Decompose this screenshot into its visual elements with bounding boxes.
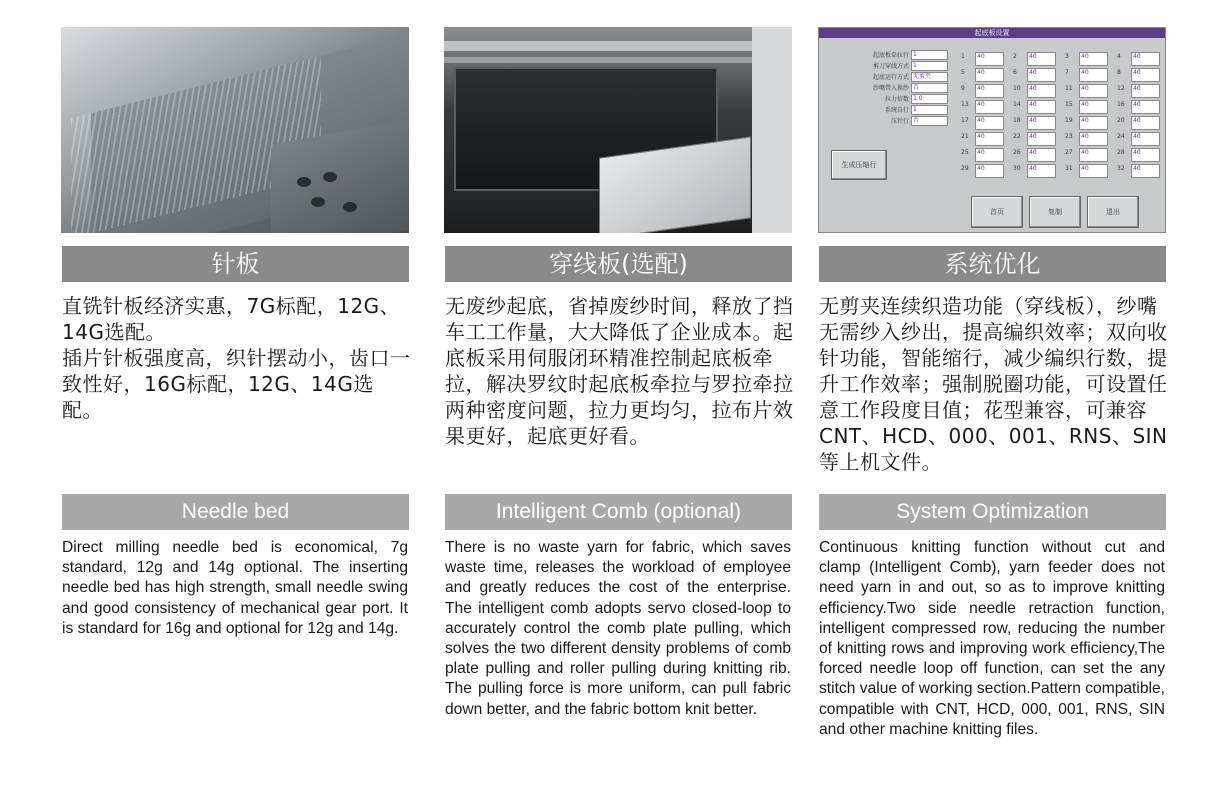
screen-grid-number: 9 xyxy=(961,85,965,92)
screen-field-value: 1 xyxy=(911,50,948,60)
screen-grid-number: 28 xyxy=(1117,149,1125,156)
screen-grid-value: 40 xyxy=(1027,68,1056,82)
en-description: There is no waste yarn for fabric, which saves waste time, releases the workload of employee and greatly reduces the cost of the enterprise. The intelligent comb adopts servo closed-loop to accurately control the comb plate pulling, which solves the two different density problems of comb plate pulling and roller pulling during knitting rib. The pulling force is more uniform, can pull fabric down better, and the fabric bottom knit better. xyxy=(445,539,791,718)
screen-grid-number: 31 xyxy=(1065,165,1073,172)
screen-grid-value: 40 xyxy=(1027,84,1056,98)
screen-grid-number: 1 xyxy=(961,53,965,60)
generate-compress-button: 生成压缩行 xyxy=(831,150,887,180)
screen-grid-value: 40 xyxy=(1131,148,1160,162)
screen-grid-value: 40 xyxy=(1131,84,1160,98)
screen-grid-value: 40 xyxy=(1131,68,1160,82)
screen-field-label: 纱嘴带入换纱 xyxy=(872,85,909,92)
screen-grid-value: 40 xyxy=(975,164,1004,178)
screen-grid-number: 30 xyxy=(1013,165,1021,172)
screen-copy-button: 复制 xyxy=(1029,196,1081,228)
screen-grid-value: 40 xyxy=(1131,100,1160,114)
en-section-title: System Optimization xyxy=(819,494,1166,530)
en-description: Continuous knitting function without cut and clamp (Intelligent Comb), yarn feeder does not need yarn in and out, so as to improve knitting efficiency.Two side needle retraction function, intelligent compressed row, reducing the number of knitting rows and improving work efficiency,The forced needle loop off function, can set the any stitch value of working section.Pattern compatible, compatible with CNT, HCD, 000, 001, RNS, SIN and other machine knitting files. xyxy=(819,539,1165,738)
screen-grid-number: 23 xyxy=(1065,133,1073,140)
intelligent-comb-photo xyxy=(444,27,792,233)
screen-grid-number: 3 xyxy=(1065,53,1069,60)
cn-description: 无废纱起底，省掉废纱时间，释放了挡车工工作量，大大降低了企业成本。起底板采用伺服闭环精准控制起底板牵拉，解决罗纹时起底板牵拉与罗拉牵拉两种密度问题，拉力更均匀，拉布片效果更好，起底更好看。 xyxy=(445,294,794,448)
screen-grid-value: 40 xyxy=(1079,52,1108,66)
cn-description: 无剪夹连续织造功能（穿线板），纱嘴无需纱入纱出，提高编织效率；双向收针功能，智能缩行，减少编织行数，提升工作效率；强制脱圈功能，可设置任意工作段度目值；花型兼容，可兼容CNT、HCD、000、001、RNS、SIN等上机文件。 xyxy=(819,294,1168,474)
screen-grid-number: 7 xyxy=(1065,69,1069,76)
screen-field-label: 压针行 xyxy=(890,118,909,125)
screen-grid-number: 10 xyxy=(1013,85,1021,92)
screen-grid-number: 13 xyxy=(961,101,969,108)
screen-grid-number: 20 xyxy=(1117,117,1125,124)
screen-field-label: 拉力倍数 xyxy=(884,96,909,103)
screen-grid-number: 6 xyxy=(1013,69,1017,76)
screen-grid-number: 27 xyxy=(1065,149,1073,156)
screen-grid-value: 40 xyxy=(1131,116,1160,130)
screen-home-button: 首页 xyxy=(971,196,1023,228)
en-section-title: Needle bed xyxy=(62,494,409,530)
screen-grid-number: 5 xyxy=(961,69,965,76)
screen-grid-number: 12 xyxy=(1117,85,1125,92)
cn-description: 直铣针板经济实惠，7G标配，12G、14G选配。 插片针板强度高，织针摆动小，齿口一致性好，16G标配，12G、14G选配。 xyxy=(62,294,411,422)
screen-grid-value: 40 xyxy=(1027,100,1056,114)
screen-grid-value: 40 xyxy=(1027,164,1056,178)
screen-grid-number: 4 xyxy=(1117,53,1121,60)
en-description: Direct milling needle bed is economical, 7g standard, 12g and 14g optional. The inserting needle bed has high strength, small needle swing and good consistency of mechanical gear port. It is standard for 16g and optional for 12g and 14g. xyxy=(62,539,408,637)
screen-title: 起底板设置 xyxy=(819,28,1165,38)
screen-grid-value: 40 xyxy=(1131,52,1160,66)
screen-grid-value: 40 xyxy=(1079,148,1108,162)
cn-section-title: 针板 xyxy=(62,246,409,282)
screen-grid-number: 26 xyxy=(1013,149,1021,156)
needle-bed-photo xyxy=(61,27,409,233)
screen-grid-value: 40 xyxy=(1027,148,1056,162)
screen-field-label: 系统自行 xyxy=(884,107,909,114)
screen-grid-number: 8 xyxy=(1117,69,1121,76)
screen-field-value: 1.0 xyxy=(911,94,948,104)
screen-grid-number: 16 xyxy=(1117,101,1125,108)
screen-field-value: 1 xyxy=(911,105,948,115)
en-section-title: Intelligent Comb (optional) xyxy=(445,494,792,530)
screen-grid-value: 40 xyxy=(975,68,1004,82)
control-screen-photo xyxy=(818,27,1166,233)
screen-grid-number: 21 xyxy=(961,133,969,140)
screen-grid-value: 40 xyxy=(975,132,1004,146)
screen-grid-value: 40 xyxy=(975,84,1004,98)
cn-section-title: 系统优化 xyxy=(819,246,1166,282)
screen-grid-value: 40 xyxy=(1027,52,1056,66)
screen-grid-value: 40 xyxy=(1079,84,1108,98)
screen-grid-number: 15 xyxy=(1065,101,1073,108)
screen-field-label: 起底板牵拉行 xyxy=(872,52,909,59)
screen-grid-value: 40 xyxy=(975,52,1004,66)
screen-grid-number: 14 xyxy=(1013,101,1021,108)
screen-grid-value: 40 xyxy=(1079,68,1108,82)
screen-exit-button: 退出 xyxy=(1087,196,1139,228)
screen-grid-number: 11 xyxy=(1065,85,1073,92)
screen-field-label: 剪刀穿线方式 xyxy=(872,63,909,70)
screen-field-value: 否 xyxy=(911,116,948,126)
screen-grid-number: 17 xyxy=(961,117,969,124)
screen-field-value: 无剪夹 xyxy=(911,72,948,82)
screen-grid-number: 22 xyxy=(1013,133,1021,140)
screen-field-label: 起底运行方式 xyxy=(872,74,909,81)
screen-grid-value: 40 xyxy=(1027,132,1056,146)
screen-grid-value: 40 xyxy=(1027,116,1056,130)
screen-grid-value: 40 xyxy=(1079,132,1108,146)
screen-grid-value: 40 xyxy=(975,100,1004,114)
screen-grid-value: 40 xyxy=(975,148,1004,162)
cn-section-title: 穿线板(选配) xyxy=(445,246,792,282)
screen-grid-value: 40 xyxy=(1131,132,1160,146)
screen-grid-number: 29 xyxy=(961,165,969,172)
screen-field-value: 否 xyxy=(911,83,948,93)
screen-grid-value: 40 xyxy=(1079,116,1108,130)
screen-grid-value: 40 xyxy=(1079,164,1108,178)
screen-grid-number: 32 xyxy=(1117,165,1125,172)
screen-grid-number: 24 xyxy=(1117,133,1125,140)
screen-grid-number: 19 xyxy=(1065,117,1073,124)
screen-field-value: 1 xyxy=(911,61,948,71)
screen-grid-value: 40 xyxy=(975,116,1004,130)
screen-grid-number: 18 xyxy=(1013,117,1021,124)
screen-grid-value: 40 xyxy=(1131,164,1160,178)
screen-grid-number: 25 xyxy=(961,149,969,156)
screen-grid-number: 2 xyxy=(1013,53,1017,60)
screen-grid-value: 40 xyxy=(1079,100,1108,114)
